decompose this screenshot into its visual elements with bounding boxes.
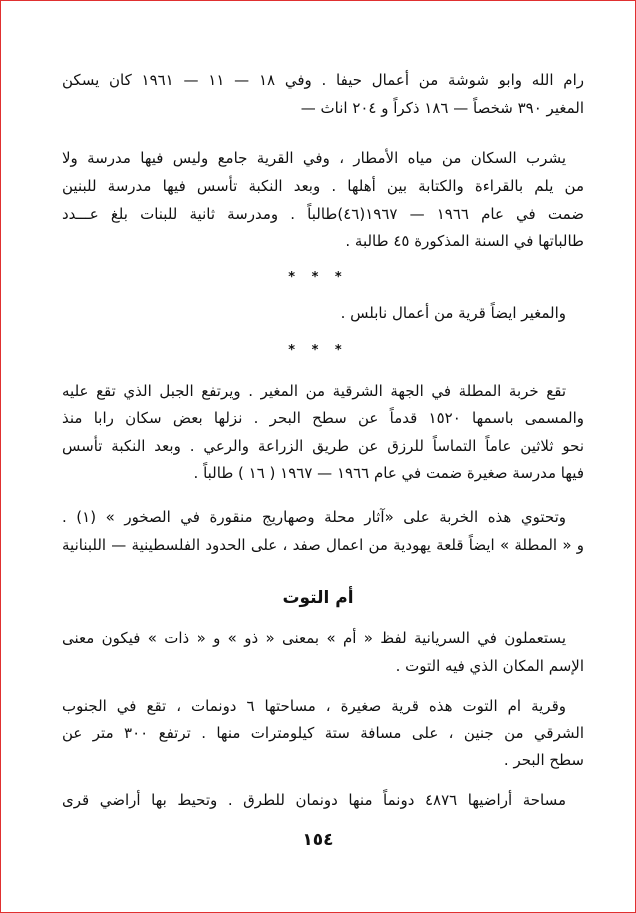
text-line: نحو ثلاثين عاماً التماساً للرزق عن طريق الزراعة والرعي . وبعد النكبة تأسس xyxy=(62,437,584,455)
text-line: مساحة أراضيها ٤٨٧٦ دونماً منها دونمان للطرق . وتحيط بها أراضي قرى xyxy=(62,791,566,809)
page-number: ١٥٤ xyxy=(302,830,334,850)
text-line: الإسم المكان الذي فيه التوت . xyxy=(395,657,584,675)
text-line: يشرب السكان من مياه الأمطار ، وفي القرية جامع وليس فيها مدرسة ولا xyxy=(62,149,566,167)
text-line: الشرقي من جنين ، على مسافة ستة كيلومترات منها . ترتفع ٣٠٠ متر عن xyxy=(62,724,584,742)
text-line: رام الله وابو شوشة من أعمال حيفا . وفي ١٨ — ١١ — ١٩٦١ كان يسكن xyxy=(62,71,584,89)
text-line: وتحتوي هذه الخربة على «آثار محلة وصهاريج منقورة في الصخور » (١) . xyxy=(62,508,567,526)
text-line: و « المطلة » ايضاً قلعة يهودية من اعمال صفد ، على الحدود الفلسطينية — اللبنانية xyxy=(62,536,584,554)
section-heading: أم التوت xyxy=(282,588,354,608)
text-line: سطح البحر . xyxy=(503,751,584,769)
section-separator: * * * xyxy=(288,343,348,358)
text-line: ضمت في عام ١٩٦٦ — ١٩٦٧(٤٦)طالباً . ومدرسة ثانية للبنات بلغ عـــدد xyxy=(62,205,584,223)
text-line: وقرية ام التوت هذه قرية صغيرة ، مساحتها ٦ دونمات ، تقع في الجنوب xyxy=(62,697,566,715)
text-line: والمسمى باسمها ١٥٢٠ قدماً عن سطح البحر . نزلها بعض سكان رابا منذ xyxy=(62,409,584,427)
text-line: المغير ٣٩٠ شخصاً — ١٨٦ ذكراً و ٢٠٤ اناث — xyxy=(300,99,584,117)
text-line: فيها مدرسة صغيرة ضمت في عام ١٩٦٦ — ١٩٦٧ ( ١٦ ) طالباً . xyxy=(193,464,584,482)
text-line: يستعملون في السريانية لفظ « أم » بمعنى « ذو » و « ذات » فيكون معنى xyxy=(62,629,566,647)
text-line: طالباتها في السنة المذكورة ٤٥ طالبة . xyxy=(345,232,584,250)
section-separator: * * * xyxy=(288,270,348,285)
text-line: من يلم بالقراءة والكتابة بين أهلها . وبعد النكبة تأسس فيها مدرسة للبنين xyxy=(62,177,584,195)
text-line: تقع خربة المطلة في الجهة الشرقية من المغير . ويرتفع الجبل الذي تقع عليه xyxy=(62,382,566,400)
text-line: والمغير ايضاً قرية من أعمال نابلس . xyxy=(340,304,566,322)
